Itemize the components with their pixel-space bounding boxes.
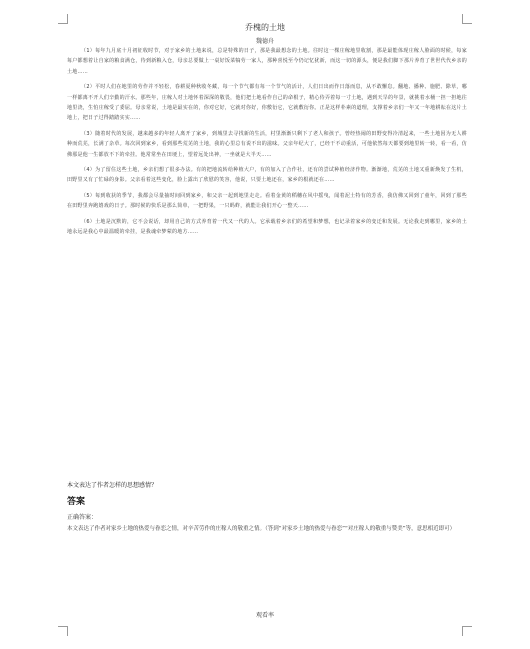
paragraph-1: （1）每年九月底十月初征收时节，对于家乡的土地来说，总是特殊的日子，那是我最想念的土地。往时这一棵庄稼地里收割，那是最能体现庄稼人脸面的时候，每家每户都想着让自家的粮食满仓，待到新粮入仓，母亲总要做上一桌好饭菜犒劳一家人，那种喜悦至今仍记忆犹新，而这一切的源头，便是我们脚下那片养育了世世代代乡亲的土地…… <box>67 48 467 75</box>
paragraph-5: （5）每到收获的季节，我都会尽量抽时间回到家乡，和父亲一起到地里走走。看着金黄的稻穗在风中摇曳，闻着泥土特有的芳香，我仿佛又回到了童年，回到了那些在田野里奔跑嬉戏的日子。那时候的快乐是那么简单，一把野果，一只蚂蚱，就能让我们开心一整天…… <box>67 192 467 210</box>
answer-heading: 答案 <box>67 497 86 507</box>
document-body <box>67 46 467 243</box>
document-title: 乔槐的土地 <box>245 23 285 32</box>
paragraph-2: （2）平时人们在地里的劳作并不轻松，春耕夏种秋收冬藏，每一个节气都有每一个节气的活计，人们日出而作日落而息，从不敢懈怠。翻地、播种、施肥、除草，哪一样都离不开人们辛勤的汗水。那些年，庄稼人对土地怀着深深的敬畏，他们把土地看作自己的命根子，精心侍弄着每一寸土地，遇到天旱的年景，就挑着水桶一担一担地往地里浇，生怕庄稼受了委屈。母亲常说，土地是最实在的，你对它好，它就对你好，你敷衍它，它就敷衍你。正是这样朴素的道理，支撑着乡亲们一年又一年地耕耘在这片土地上，把日子过得踏踏实实…… <box>67 84 467 122</box>
paragraph-6: （6）土地是沉默的，它不会说话，却用自己的方式养育着一代又一代的人。它承载着乡亲们的希望和梦想，也记录着家乡的变迁和发展。无论我走到哪里，家乡的土地永远是我心中最温暖的牵挂，是我魂牵梦萦的地方…… <box>67 218 467 236</box>
paragraph-3: （3）随着时代的发展，越来越多的年轻人离开了家乡，到城里去寻找新的生活，村里渐渐只剩下了老人和孩子。曾经热闹的田野变得冷清起来，一些土地因为无人耕种而荒芜，长满了杂草。每次回到家乡，看到那些荒芜的土地，我的心里总有说不出的滋味。父亲年纪大了，已经干不动重活，可他依然每天都要到地里转一转，看一看，仿佛那是他一生都放不下的牵挂。他常常坐在田埂上，望着远处出神，一坐就是大半天…… <box>67 130 467 158</box>
answer-intro: 正确答案： <box>67 514 98 521</box>
crop-mark-bottom-right <box>462 626 472 636</box>
crop-mark-bottom-left <box>58 626 68 636</box>
question-text: 本文表达了作者怎样的思想感情？ <box>67 482 158 489</box>
paragraph-4: （4）为了留住这些土地，乡亲们想了很多办法。有的把地流转给种植大户，有的加入了合作社，还有的尝试种植经济作物。渐渐地，荒芜的土地又重新焕发了生机，田野里又有了忙碌的身影。父亲看着这些变化，脸上露出了欣慰的笑容，他说，只要土地还在，家乡的根就还在…… <box>67 167 467 184</box>
document-author: 魏德舟 <box>255 38 274 45</box>
answer-text: 本文表达了作者对家乡土地的热爱与眷恋之情，对辛苦劳作的庄稼人的敬重之情。（答到“对家乡土地的热爱与眷恋”“对庄稼人的敬重与赞美”等，意思相近即可） <box>67 526 456 532</box>
page-footer: 观看率 <box>255 612 274 619</box>
